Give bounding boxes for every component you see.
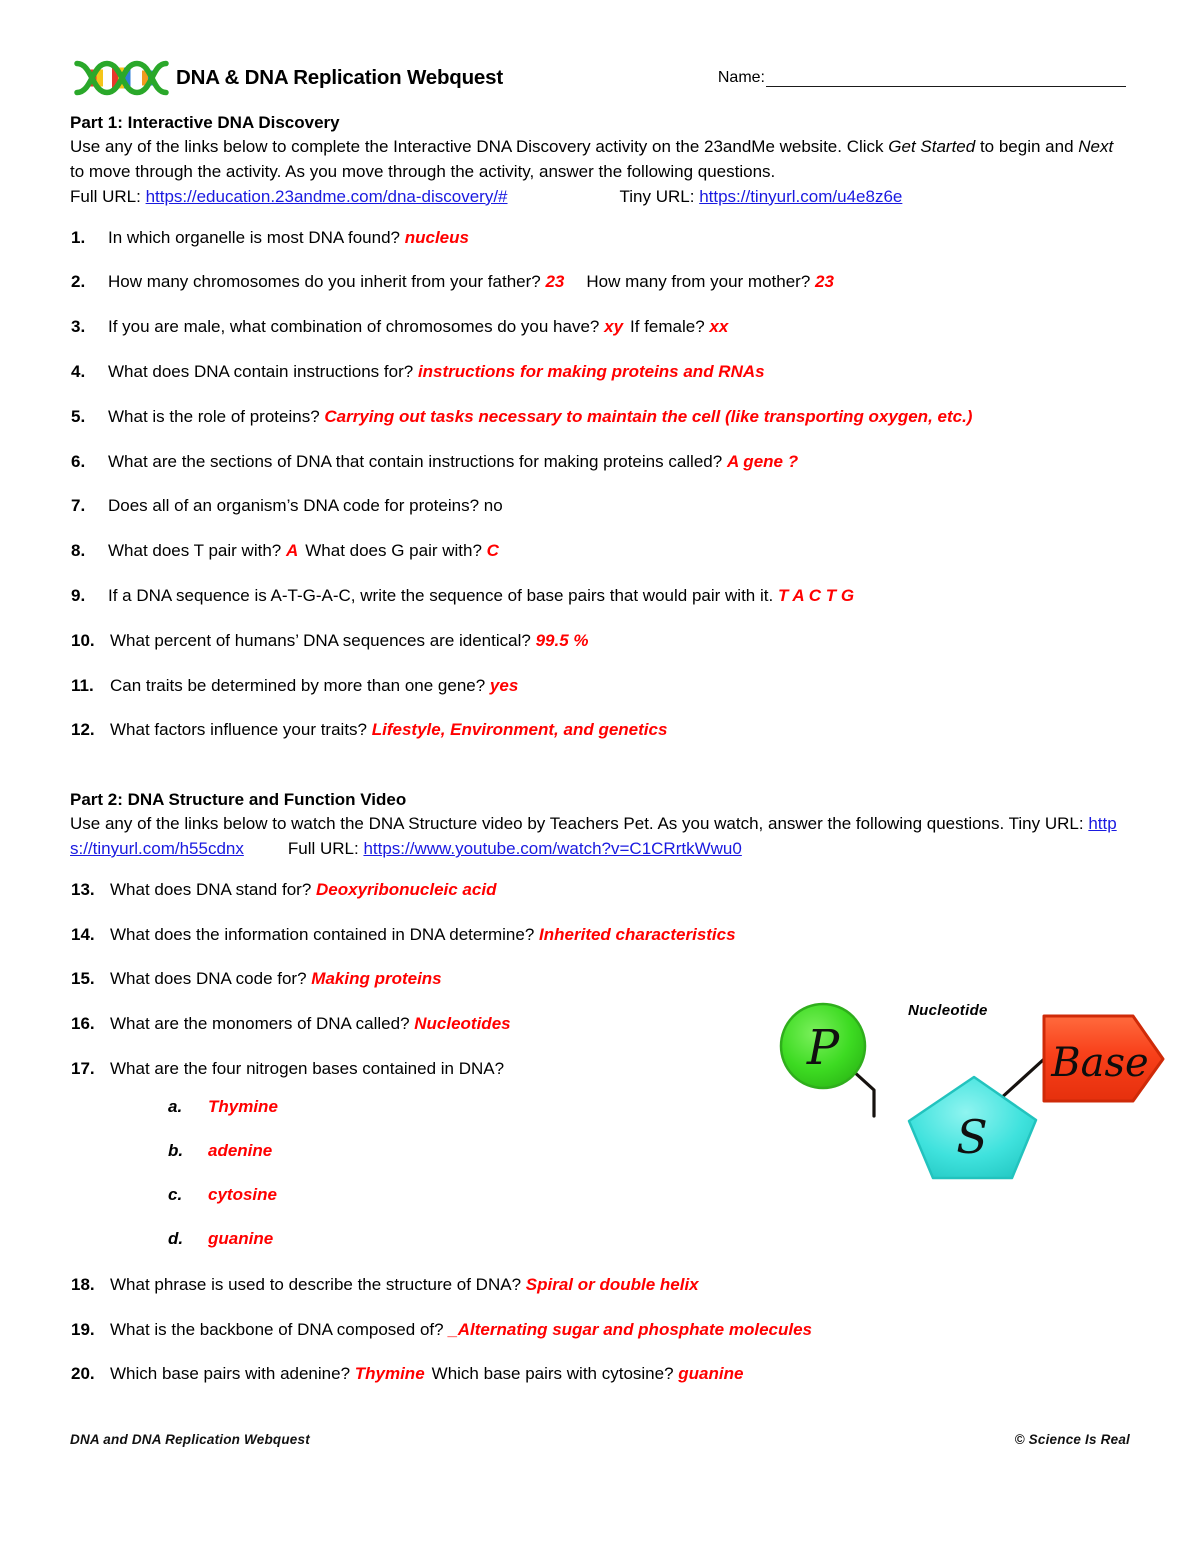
- question-item: [70, 405, 1130, 429]
- part1-heading: Part 1: Interactive DNA Discovery: [70, 113, 340, 132]
- question-number: 17.: [71, 1059, 95, 1079]
- answer-text[interactable]: xy: [604, 317, 624, 337]
- sub-answer-letter: a.: [168, 1096, 183, 1116]
- part1-tiny-url-block: [620, 185, 903, 210]
- question-item: [70, 629, 1130, 653]
- question-item: [70, 674, 1130, 698]
- nucleotide-diagram: [778, 998, 1168, 1198]
- question-item: [70, 1273, 1130, 1297]
- part1-url-row: [70, 185, 1130, 210]
- part1-intro-b: to begin and: [975, 137, 1079, 157]
- question-number: 9.: [71, 585, 86, 605]
- sub-answer-text[interactable]: guanine: [208, 1228, 274, 1248]
- answer-text[interactable]: _Alternating sugar and phosphate molecules: [448, 1319, 812, 1339]
- question-text: [108, 315, 1130, 339]
- question-item: [70, 1318, 1130, 1342]
- nucleotide-diagram-label: Nucleotide: [908, 1002, 988, 1019]
- question-text: [110, 629, 1130, 653]
- question-number: 20.: [71, 1364, 95, 1384]
- question-text: [108, 494, 1130, 518]
- question-number: 19.: [71, 1319, 95, 1339]
- answer-text-2[interactable]: guanine: [678, 1364, 744, 1384]
- question-number: 6.: [71, 451, 86, 471]
- question-text: [110, 718, 1130, 742]
- question-item: [70, 360, 1130, 384]
- answer-text[interactable]: instructions for making proteins and RNAs: [417, 361, 765, 381]
- question-number: 5.: [71, 406, 86, 426]
- question-prompt: What does the information contained in DNA determine?: [110, 924, 540, 944]
- footer-left-text: DNA and DNA Replication Webquest: [70, 1432, 310, 1447]
- sub-answer-letter: b.: [168, 1140, 184, 1160]
- svg-text:Base: Base: [1051, 1040, 1149, 1086]
- question-text: [110, 1362, 1130, 1386]
- page-footer: [70, 1432, 1130, 1447]
- question-prompt: How many chromosomes do you inherit from your father?: [108, 272, 546, 292]
- part2-intro: [70, 812, 1130, 862]
- answer-text[interactable]: Thymine: [354, 1364, 425, 1384]
- question-prompt: What percent of humans’ DNA sequences are identical?: [110, 630, 536, 650]
- footer-right-text: © Science Is Real: [1014, 1432, 1130, 1447]
- svg-text:S: S: [956, 1110, 988, 1164]
- name-field-block: [718, 69, 1130, 87]
- question-text: [108, 450, 1130, 474]
- part2-tiny-url-label: Tiny URL:: [1008, 814, 1089, 834]
- question-prompt: Can traits be determined by more than one gene?: [110, 675, 490, 695]
- question-text: [110, 923, 1130, 947]
- question-text: [108, 405, 1130, 429]
- part2-tiny-url-link[interactable]: https://tinyurl.com/h55cdnx: [70, 814, 1117, 859]
- answer-text[interactable]: 23: [545, 272, 565, 292]
- phosphate-circle-icon: [781, 1004, 865, 1088]
- question-item: [70, 878, 1130, 902]
- question-number: 4.: [71, 361, 86, 381]
- question-number: 16.: [71, 1014, 95, 1034]
- part1-tiny-url-label: Tiny URL:: [619, 186, 700, 206]
- question-prompt-2: Which base pairs with cytosine?: [431, 1364, 679, 1384]
- sub-answer-text[interactable]: cytosine: [208, 1184, 277, 1204]
- part1-full-url-block: [70, 185, 508, 210]
- question-text: [108, 584, 1130, 608]
- part2-full-url-link[interactable]: https://www.youtube.com/watch?v=C1CRrtkWwu0: [363, 839, 742, 859]
- svg-text:P: P: [806, 1020, 840, 1076]
- question-item: [70, 584, 1130, 608]
- answer-text[interactable]: Lifestyle, Environment, and genetics: [371, 720, 668, 740]
- question-text: [110, 967, 1130, 991]
- part1-full-url-link[interactable]: https://education.23andme.com/dna-discovery/#: [145, 186, 508, 206]
- answer-text[interactable]: nucleus: [404, 227, 469, 247]
- answer-text[interactable]: Deoxyribonucleic acid: [316, 879, 497, 899]
- part1-intro-c: to move through the activity. As you move through the activity, answer the following questions.: [70, 161, 776, 181]
- sugar-pentagon-icon: [909, 1077, 1036, 1178]
- question-prompt: What does DNA stand for?: [110, 879, 316, 899]
- question-text: [110, 1273, 1130, 1297]
- sub-answer-item: [168, 1229, 1130, 1249]
- question-prompt: What factors influence your traits?: [110, 720, 372, 740]
- question-number: 8.: [71, 541, 86, 561]
- question-text: [110, 878, 1130, 902]
- part1-question-list: [70, 226, 1130, 743]
- question-prompt: What are the sections of DNA that contain instructions for making proteins called?: [108, 451, 727, 471]
- answer-text[interactable]: yes: [489, 675, 519, 695]
- question-item: [70, 270, 1130, 294]
- question-number: 3.: [71, 317, 86, 337]
- question-number: 7.: [71, 496, 86, 516]
- question-prompt: What are the four nitrogen bases contained in DNA?: [110, 1059, 505, 1079]
- answer-text[interactable]: Carrying out tasks necessary to maintain the cell (like transporting oxygen, etc.): [324, 406, 973, 426]
- answer-text-2[interactable]: 23: [815, 272, 834, 292]
- answer-text[interactable]: Inherited characteristics: [539, 924, 736, 944]
- part1-full-url-label: Full URL:: [70, 186, 146, 206]
- question-prompt-2: What does G pair with?: [305, 541, 487, 561]
- question-number: 10.: [71, 630, 95, 650]
- question-item: [70, 226, 1130, 250]
- document-body: [70, 55, 1130, 1407]
- question-text: [108, 539, 1130, 563]
- answer-text[interactable]: 99.5 %: [535, 630, 589, 650]
- question-number: 14.: [71, 924, 95, 944]
- document-header: [70, 55, 1130, 101]
- name-input-line[interactable]: [766, 72, 1126, 87]
- question-number: 12.: [71, 720, 95, 740]
- question-prompt: Which base pairs with adenine?: [110, 1364, 355, 1384]
- question-number: 2.: [71, 272, 86, 292]
- question-item: [70, 967, 1130, 991]
- question-prompt: What are the monomers of DNA called?: [110, 1014, 415, 1034]
- answer-text[interactable]: no: [483, 496, 503, 516]
- question-text: [108, 226, 1130, 250]
- question-number: 18.: [71, 1274, 95, 1294]
- answer-text[interactable]: A gene ?: [726, 451, 799, 471]
- question-prompt: What is the backbone of DNA composed of?: [110, 1319, 449, 1339]
- question-prompt: Does all of an organism’s DNA code for proteins?: [108, 496, 484, 516]
- answer-text-2[interactable]: xx: [709, 317, 729, 337]
- answer-text[interactable]: T A C T G: [777, 585, 855, 605]
- question-prompt: If a DNA sequence is A-T-G-A-C, write the sequence of base pairs that would pair with it.: [108, 585, 778, 605]
- sub-answer-letter: d.: [168, 1228, 184, 1248]
- question-text: [110, 1318, 1130, 1342]
- part2-intro-text: Use any of the links below to watch the DNA Structure video by Teachers Pet. As you watch, answer the following questions.: [70, 814, 1009, 834]
- answer-text[interactable]: Nucleotides: [414, 1014, 511, 1034]
- question-number: 1.: [71, 227, 86, 247]
- answer-text[interactable]: Spiral or double helix: [525, 1274, 699, 1294]
- sub-answer-letter: c.: [168, 1184, 183, 1204]
- question-item: [70, 718, 1130, 742]
- question-item: [70, 1362, 1130, 1386]
- question-number: 13.: [71, 879, 95, 899]
- part2-full-url-label: Full URL:: [287, 839, 364, 859]
- question-item: [70, 315, 1130, 339]
- base-arrow-icon: [1044, 1016, 1163, 1101]
- part1-tiny-url-link[interactable]: https://tinyurl.com/u4e8z6e: [699, 186, 903, 206]
- question-number: 15.: [71, 969, 95, 989]
- part1-intro-em1: Get Started: [888, 137, 976, 157]
- answer-text[interactable]: Making proteins: [311, 969, 442, 989]
- question-prompt: What does DNA contain instructions for?: [108, 361, 418, 381]
- part1-intro: [70, 135, 1130, 185]
- question-item: [70, 494, 1130, 518]
- answer-text-2[interactable]: C: [486, 541, 499, 561]
- question-prompt: If you are male, what combination of chromosomes do you have?: [108, 317, 605, 337]
- part2-heading: Part 2: DNA Structure and Function Video: [70, 790, 407, 810]
- question-item: [70, 923, 1130, 947]
- sub-answer-text[interactable]: adenine: [208, 1140, 273, 1160]
- name-label: Name:: [717, 69, 765, 86]
- dna-helix-logo-icon: [70, 56, 170, 100]
- question-text: [110, 674, 1130, 698]
- part1-intro-a: Use any of the links below to complete the Interactive DNA Discovery activity on the 23andMe website. Click: [70, 137, 889, 157]
- question-prompt: What does DNA code for?: [110, 969, 312, 989]
- question-prompt-2: How many from your mother?: [586, 272, 816, 292]
- question-item: [70, 450, 1130, 474]
- question-prompt: In which organelle is most DNA found?: [108, 227, 405, 247]
- question-item: [70, 539, 1130, 563]
- question-number: 11.: [71, 675, 94, 695]
- part1-intro-em2: Next: [1078, 137, 1114, 157]
- question-text: [108, 270, 1130, 294]
- answer-text[interactable]: A: [285, 541, 299, 561]
- question-prompt: What is the role of proteins?: [108, 406, 325, 426]
- question-text: [108, 360, 1130, 384]
- sub-answer-text[interactable]: Thymine: [208, 1096, 278, 1116]
- question-prompt: What does T pair with?: [108, 541, 286, 561]
- page-title: DNA & DNA Replication Webquest: [176, 66, 503, 89]
- question-prompt-2: If female?: [630, 317, 710, 337]
- question-prompt: What phrase is used to describe the structure of DNA?: [110, 1274, 526, 1294]
